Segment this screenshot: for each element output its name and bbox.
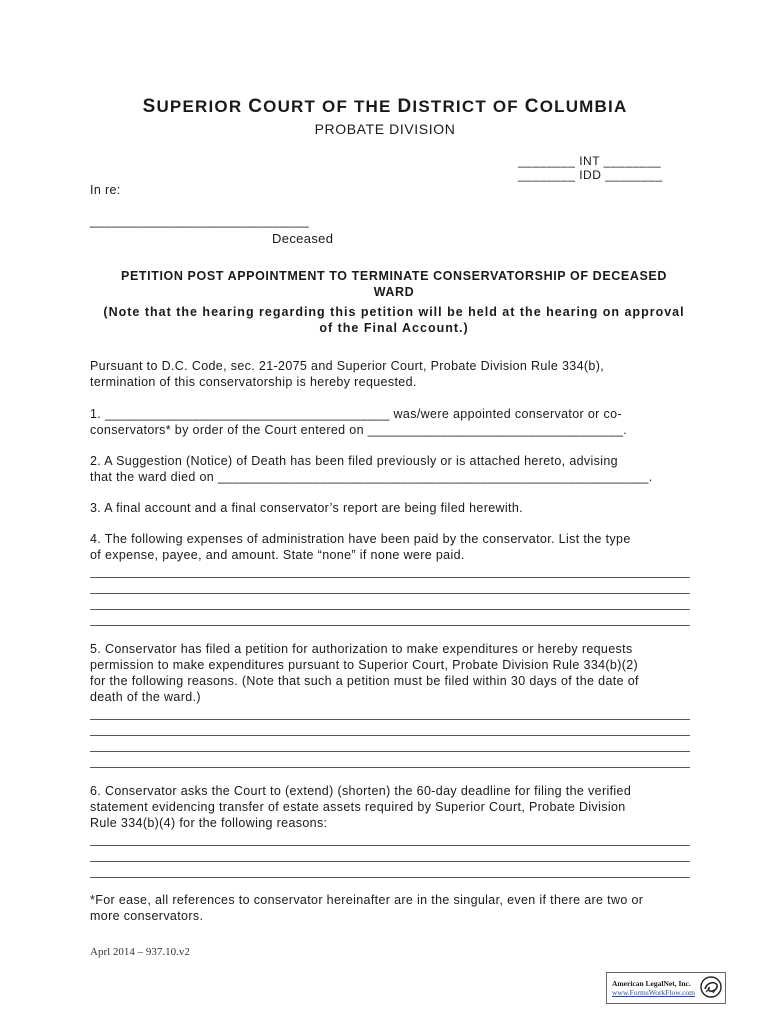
para5-line4: death of the ward.) [90,690,201,704]
expenses-line-3[interactable] [90,609,690,610]
para3-line1: 3. A final account and a final conservator’s report are being filed herewith. [90,501,523,515]
para5-line1: 5. Conservator has filed a petition for authorization to make expenditures or hereby requests [90,642,633,656]
expenditure-reasons-line-4[interactable] [90,767,690,768]
expenditure-reasons-line-1[interactable] [90,719,690,720]
publisher-name: American LegalNet, Inc. [612,979,691,988]
int-code-field[interactable]: ________ INT ________ [518,154,662,168]
deadline-reasons-line-3[interactable] [90,877,690,878]
expenditure-reasons-line-3[interactable] [90,751,690,752]
publisher-url[interactable]: www.FormsWorkFlow.com [612,988,696,997]
form-version-id: Aprl 2014 – 937.10.v2 [90,946,190,958]
in-re-label: In re: [90,183,121,197]
petition-title-line2: WARD [373,285,415,299]
publisher-emblem-icon [700,976,722,998]
expenses-line-4[interactable] [90,625,690,626]
petition-title-line1: PETITION POST APPOINTMENT TO TERMINATE CONSERVATORSHIP OF DECEASED [121,269,667,283]
para1-line1[interactable]: 1. _______________________________________ was/were appointed conservator or co- [90,407,622,421]
para4-line1: 4. The following expenses of administration have been paid by the conservator. List the type [90,532,631,546]
deadline-reasons-line-1[interactable] [90,845,690,846]
para6-line3: Rule 334(b)(4) for the following reasons: [90,816,328,830]
footnote-line1: *For ease, all references to conservator hereinafter are in the singular, even if there are two or [90,893,644,907]
decedent-name-field[interactable]: ______________________________ [90,214,310,228]
expenses-line-1[interactable] [90,577,690,578]
para6-line2: statement evidencing transfer of estate assets required by Superior Court, Probate Division [90,800,626,814]
para4-line2: of expense, payee, and amount. State “none” if none were paid. [90,548,465,562]
publisher-logo [606,972,726,1004]
deceased-label: Deceased [272,231,334,246]
intro-text-line1: Pursuant to D.C. Code, sec. 21-2075 and Superior Court, Probate Division Rule 334(b), [90,359,605,373]
para1-line2[interactable]: conservators* by order of the Court entered on ___________________________________. [90,423,628,437]
expenses-line-2[interactable] [90,593,690,594]
para2-line2[interactable]: that the ward died on ___________________________________________________________. [90,470,653,484]
intro-text-line2: termination of this conservatorship is hereby requested. [90,375,417,389]
para5-line3: for the following reasons. (Note that such a petition must be filed within 30 days of the date of [90,674,639,688]
para2-line1: 2. A Suggestion (Notice) of Death has been filed previously or is attached hereto, advising [90,454,618,468]
idd-code-field[interactable]: ________ IDD ________ [518,168,663,182]
court-title: SUPERIOR COURT OF THE DISTRICT OF COLUMBIA [142,96,628,117]
division-title: PROBATE DIVISION [314,121,456,137]
hearing-note-line1: (Note that the hearing regarding this petition will be held at the hearing on approval [103,305,685,319]
hearing-note-line2: of the Final Account.) [319,321,469,335]
para6-line1: 6. Conservator asks the Court to (extend) (shorten) the 60-day deadline for filing the verified [90,784,632,798]
footnote-line2: more conservators. [90,909,204,923]
deadline-reasons-line-2[interactable] [90,861,690,862]
expenditure-reasons-line-2[interactable] [90,735,690,736]
para5-line2: permission to make expenditures pursuant to Superior Court, Probate Division Rule 334(b)(2) [90,658,639,672]
